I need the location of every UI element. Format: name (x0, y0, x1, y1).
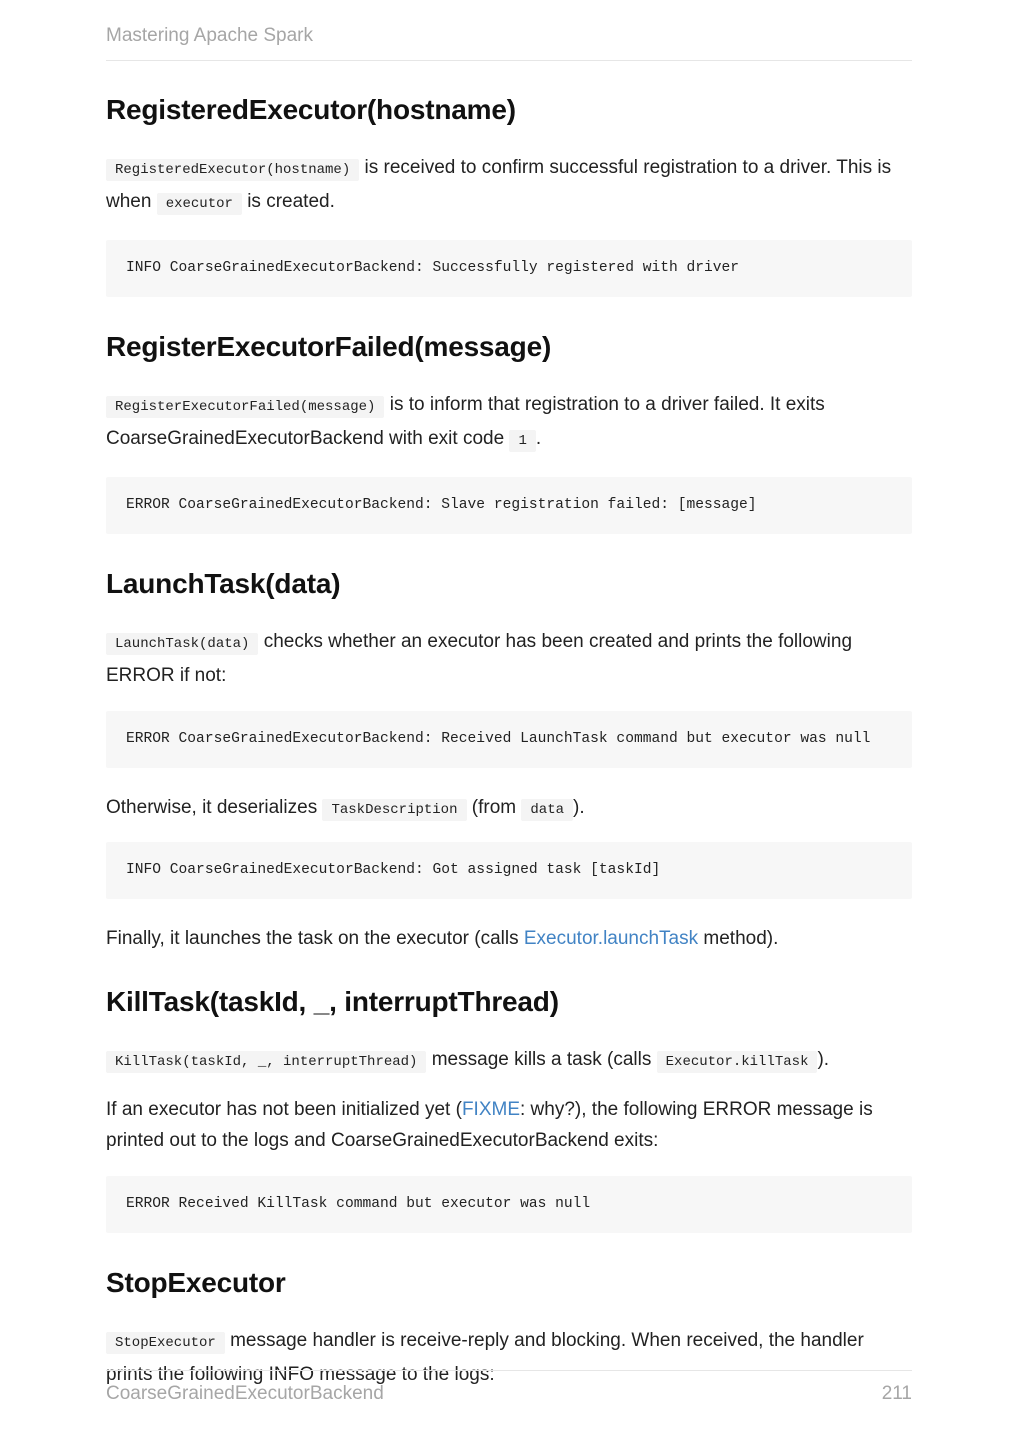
running-header: Mastering Apache Spark (106, 25, 314, 46)
inline-code: StopExecutor (106, 1332, 225, 1354)
inline-code: 1 (509, 430, 535, 452)
paragraph-text: . (535, 428, 542, 449)
paragraph-text: ). (817, 1049, 830, 1070)
paragraph-kill-task-error (106, 1094, 912, 1156)
paragraph-kill-task (106, 1044, 912, 1078)
paragraph-register-executor-failed (106, 389, 912, 457)
inline-code: Executor.killTask (657, 1051, 818, 1073)
header-divider (106, 60, 912, 61)
page-number: 211 (881, 1383, 912, 1404)
heading-register-executor-failed: RegisterExecutorFailed(message) (106, 331, 552, 362)
inline-code: KillTask(taskId, _, interruptThread) (106, 1051, 426, 1073)
paragraph-text: is to inform that registration to a driver failed. It exits CoarseGrainedExecutorBackend with exit code (106, 394, 825, 449)
heading-kill-task: KillTask(taskId, _, interruptThread) (106, 986, 559, 1017)
paragraph-text: If an executor has not been initialized yet ( (106, 1099, 462, 1120)
heading-registered-executor: RegisteredExecutor(hostname) (106, 94, 516, 125)
code-block: INFO CoarseGrainedExecutorBackend: Got assigned task [taskId] (106, 842, 912, 899)
paragraph-text: Finally, it launches the task on the executor (calls (106, 928, 524, 949)
code-block: ERROR CoarseGrainedExecutorBackend: Slave registration failed: [message] (106, 477, 912, 534)
inline-code: LaunchTask(data) (106, 633, 258, 655)
paragraph-text: method). (698, 928, 779, 949)
paragraph-registered-executor (106, 152, 912, 220)
paragraph-text: ). (573, 797, 585, 818)
footer-divider (106, 1370, 912, 1371)
inline-code: RegisterExecutorFailed(message) (106, 396, 384, 418)
inline-code: RegisteredExecutor(hostname) (106, 159, 359, 181)
paragraph-text: Otherwise, it deserializes (106, 797, 323, 818)
paragraph-stop-executor (106, 1325, 912, 1390)
paragraph-text: message handler is receive-reply and blocking. When received, the handler prints the following INFO message to the logs: (106, 1330, 864, 1385)
footer-chapter-title: CoarseGrainedExecutorBackend (106, 1383, 384, 1404)
executor-launchtask-link[interactable]: Executor.launchTask (523, 928, 699, 949)
paragraph-otherwise (106, 792, 912, 826)
page-content (106, 88, 912, 1390)
inline-code: TaskDescription (322, 799, 466, 821)
heading-stop-executor: StopExecutor (106, 1267, 286, 1298)
inline-code: executor (157, 193, 242, 215)
paragraph-text: : why?), the following ERROR message is printed out to the logs and CoarseGrainedExecutorBackend exits: (106, 1099, 873, 1151)
code-block: ERROR CoarseGrainedExecutorBackend: Received LaunchTask command but executor was null (106, 711, 912, 768)
paragraph-launch-task (106, 626, 912, 691)
code-block: ERROR Received KillTask command but executor was null (106, 1176, 912, 1233)
paragraph-text: is received to confirm successful registration to a driver. This is when (106, 157, 892, 212)
paragraph-text: checks whether an executor has been created and prints the following ERROR if not: (106, 631, 853, 686)
paragraph-finally (106, 923, 912, 954)
paragraph-text: is created. (241, 191, 335, 212)
paragraph-text: message kills a task (calls (426, 1049, 657, 1070)
inline-code: data (521, 799, 573, 821)
code-block: INFO CoarseGrainedExecutorBackend: Successfully registered with driver (106, 240, 912, 297)
heading-launch-task: LaunchTask(data) (106, 568, 341, 599)
fixme-link[interactable]: FIXME (461, 1099, 520, 1120)
paragraph-text: (from (466, 797, 522, 818)
